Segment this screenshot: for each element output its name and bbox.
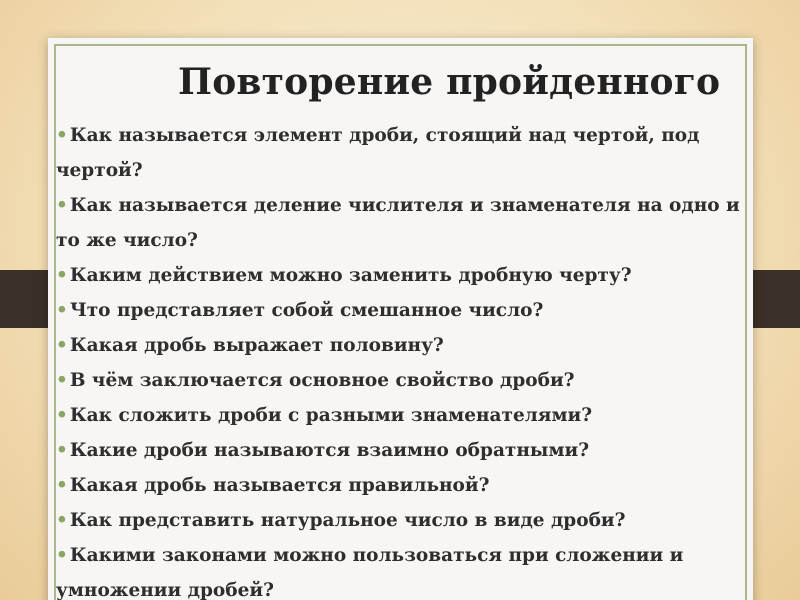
bullet-icon: •	[56, 265, 68, 286]
question-item	[56, 293, 752, 328]
question-item	[56, 468, 752, 503]
question-list	[56, 118, 752, 600]
bullet-icon: •	[56, 440, 68, 461]
question-item	[56, 538, 752, 600]
slide-card	[48, 38, 753, 600]
question-text: Какая дробь называется правильной?	[69, 475, 490, 496]
bullet-icon: •	[56, 125, 68, 146]
question-text: Какими законами можно пользоваться при сложении и умножении дробей?	[56, 545, 684, 600]
question-item	[56, 398, 752, 433]
question-text: Как сложить дроби с разными знаменателями?	[69, 405, 593, 426]
question-text: Каким действием можно заменить дробную черту?	[69, 265, 632, 286]
question-item	[56, 503, 752, 538]
bullet-icon: •	[56, 545, 68, 566]
question-text: Как называется деление числителя и знаменателя на одно и то же число?	[56, 195, 740, 251]
bullet-icon: •	[56, 335, 68, 356]
bullet-icon: •	[56, 195, 68, 216]
bullet-icon: •	[56, 370, 68, 391]
slide-title: Повторение пройденного	[178, 61, 721, 103]
question-text: Что представляет собой смешанное число?	[69, 300, 544, 321]
question-item	[56, 118, 752, 188]
question-text: Какая дробь выражает половину?	[69, 335, 444, 356]
bullet-icon: •	[56, 475, 68, 496]
question-text: Какие дроби называются взаимно обратными?	[69, 440, 590, 461]
bullet-icon: •	[56, 300, 68, 321]
question-item	[56, 328, 752, 363]
question-text: Как представить натуральное число в виде дроби?	[69, 510, 626, 531]
background-band-left	[0, 270, 48, 328]
bullet-icon: •	[56, 510, 68, 531]
question-item	[56, 363, 752, 398]
question-text: В чём заключается основное свойство дроби?	[69, 370, 575, 391]
question-text: Как называется элемент дроби, стоящий над чертой, под чертой?	[56, 125, 700, 181]
bullet-icon: •	[56, 405, 68, 426]
question-item	[56, 258, 752, 293]
question-item	[56, 188, 752, 258]
question-item	[56, 433, 752, 468]
